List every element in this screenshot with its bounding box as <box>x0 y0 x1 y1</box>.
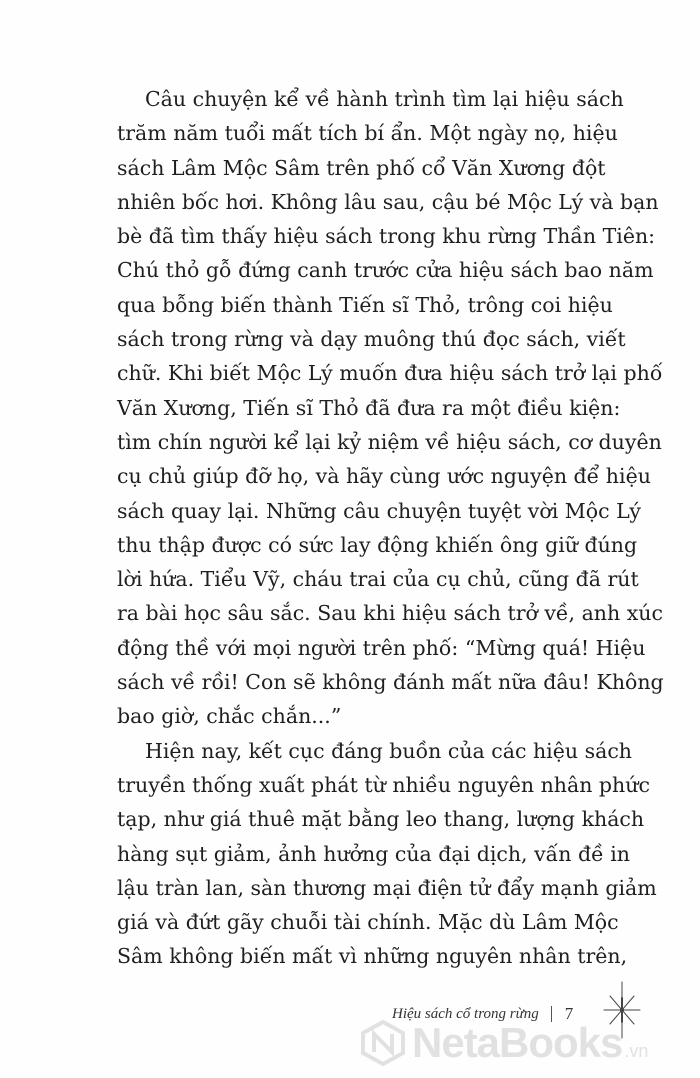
text-line: Hiện nay, kết cục đáng buồn của các hiệu sách <box>145 738 633 763</box>
watermark <box>360 1016 695 1070</box>
watermark-brand: NetaBooks <box>412 1019 623 1066</box>
text-line: Sâm không biến mất vì những nguyên nhân trên, <box>117 944 628 969</box>
text-line: truyền thống xuất phát từ nhiều nguyên nhân phức <box>117 772 650 797</box>
text-line: nhiên bốc hơi. Không lâu sau, cậu bé Mộc Lý và bạn <box>117 189 659 214</box>
text-line: tìm chín người kể lại kỷ niệm về hiệu sách, cơ duyên <box>117 429 662 454</box>
text-line: hàng sụt giảm, ảnh hưởng của đại dịch, vấn đề in <box>117 841 630 866</box>
text-line: qua bỗng biến thành Tiến sĩ Thỏ, trông coi hiệu <box>117 292 613 317</box>
text-line: bao giờ, chắc chắn...” <box>117 704 342 729</box>
text-line: chữ. Khi biết Mộc Lý muốn đưa hiệu sách trở lại phố <box>117 361 663 386</box>
text-line: Văn Xương, Tiến sĩ Thỏ đã đưa ra một điều kiện: <box>117 395 621 420</box>
text-line: Chú thỏ gỗ đứng canh trước cửa hiệu sách bao năm <box>117 258 654 283</box>
text-line: thu thập được có sức lay động khiến ông giữ đúng <box>117 532 638 557</box>
paragraph-1 <box>117 82 664 734</box>
text-line: Câu chuyện kể về hành trình tìm lại hiệu sách <box>145 87 624 111</box>
text-line: sách Lâm Mộc Sâm trên phố cổ Văn Xương đột <box>117 155 606 180</box>
text-line: sách quay lại. Những câu chuyện tuyệt vời Mộc Lý <box>117 498 641 523</box>
watermark-suffix: .vn <box>624 1041 649 1061</box>
text-line: giá và đứt gãy chuỗi tài chính. Mặc dù Lâm Mộc <box>117 910 619 935</box>
text-line: tạp, như giá thuê mặt bằng leo thang, lượng khách <box>117 807 645 832</box>
paragraph-2 <box>117 734 657 974</box>
text-line: lời hứa. Tiểu Vỹ, cháu trai của cụ chủ, cũng đã rút <box>117 567 639 592</box>
text-line: sách về rồi! Con sẽ không đánh mất nữa đâu! Không <box>117 670 664 695</box>
netabooks-logo-icon <box>360 1020 406 1066</box>
page-body <box>117 82 664 974</box>
text-line: trăm năm tuổi mất tích bí ẩn. Một ngày nọ, hiệu <box>117 121 618 146</box>
text-line: lậu tràn lan, sàn thương mại điện tử đẩy mạnh giảm <box>117 875 657 900</box>
text-line: sách trong rừng và dạy muông thú đọc sách, viết <box>117 327 626 352</box>
page-number: 7 <box>564 1004 574 1023</box>
text-line: ra bài học sâu sắc. Sau khi hiệu sách trở về, anh xúc <box>117 601 663 626</box>
text-line: cụ chủ giúp đỡ họ, và hãy cùng ước nguyện để hiệu <box>117 464 651 489</box>
running-title: Hiệu sách cổ trong rừng <box>392 1005 539 1022</box>
text-line: bè đã tìm thấy hiệu sách trong khu rừng Thần Tiên: <box>117 224 656 249</box>
text-line: động thề với mọi người trên phố: “Mừng quá! Hiệu <box>117 635 646 660</box>
